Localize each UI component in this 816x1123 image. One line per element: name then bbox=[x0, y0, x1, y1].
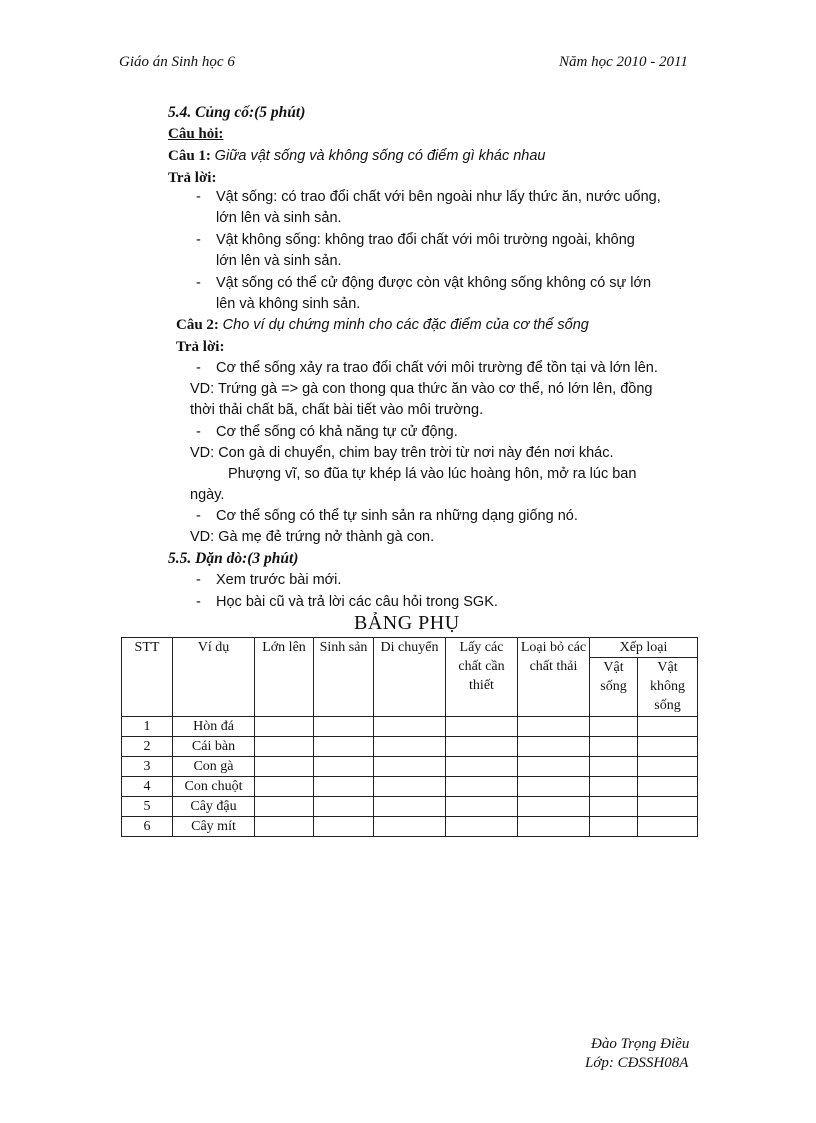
bullet-dash: - bbox=[196, 360, 201, 376]
row-stt: 6 bbox=[122, 817, 173, 837]
cau-hoi-label: Câu hỏi: bbox=[168, 126, 224, 142]
question-1-label: Câu 1: bbox=[168, 148, 211, 164]
header-xep-loai: Xếp loại bbox=[590, 638, 698, 658]
row-stt: 5 bbox=[122, 797, 173, 817]
question-2-label: Câu 2: bbox=[176, 317, 219, 333]
bullet-dash: - bbox=[196, 424, 201, 440]
row-example: Cây đậu bbox=[173, 797, 255, 817]
row-stt: 3 bbox=[122, 757, 173, 777]
answer-2-example-2-line-2: Phượng vĩ, so đũa tự khép lá vào lúc hoàng hôn, mở ra lúc ban bbox=[228, 466, 637, 482]
header-di-chuyen: Di chuyển bbox=[374, 638, 446, 717]
answer-2-point-2: Cơ thể sống có khả năng tự cử động. bbox=[216, 424, 458, 440]
row-example: Cái bàn bbox=[173, 737, 255, 757]
answer-2-point-1: Cơ thể sống xảy ra trao đổi chất với môi trường để tồn tại và lớn lên. bbox=[216, 360, 658, 376]
row-example: Hòn đá bbox=[173, 717, 255, 737]
header-loai-bo: Loại bỏ các chất thải bbox=[518, 638, 590, 717]
answer-2-example-3: VD: Gà mẹ đẻ trứng nở thành gà con. bbox=[190, 529, 435, 545]
header-lay-chat: Lấy các chất cần thiết bbox=[446, 638, 518, 717]
answer-2-point-3: Cơ thể sống có thể tự sinh sản ra những dạng giống nó. bbox=[216, 508, 578, 524]
homework-item-2: Học bài cũ và trả lời các câu hỏi trong SGK. bbox=[216, 594, 498, 610]
question-2-text: Cho ví dụ chứng minh cho các đặc điểm của cơ thể sống bbox=[222, 317, 589, 333]
header-vat-khong-song: Vật không sống bbox=[638, 658, 698, 717]
answer-2-example-1-line-2: thời thải chất bã, chất bài tiết vào môi trường. bbox=[190, 402, 484, 418]
header-left: Giáo án Sinh học 6 bbox=[119, 54, 235, 70]
homework-item-1: Xem trước bài mới. bbox=[216, 572, 342, 588]
bullet-dash: - bbox=[196, 232, 201, 248]
answer-1-label: Trả lời: bbox=[168, 170, 217, 186]
bullet-dash: - bbox=[196, 508, 201, 524]
answer-1-bullet-3-line-1: Vật sống có thể cử động được còn vật không sống không có sự lớn bbox=[216, 275, 652, 291]
header-vat-song: Vật sống bbox=[590, 658, 638, 717]
comparison-table bbox=[121, 637, 698, 837]
answer-2-label: Trả lời: bbox=[176, 339, 225, 355]
section-5-4-heading: 5.4. Củng cố:(5 phút) bbox=[168, 104, 306, 121]
row-example: Con gà bbox=[173, 757, 255, 777]
header-sinh-san: Sinh sản bbox=[314, 638, 374, 717]
question-2 bbox=[176, 317, 589, 334]
bullet-dash: - bbox=[196, 189, 201, 205]
answer-1-bullet-3-line-2: lên và không sinh sản. bbox=[216, 296, 361, 312]
answer-1-bullet-2-line-2: lớn lên và sinh sản. bbox=[216, 253, 342, 269]
row-example: Cây mít bbox=[173, 817, 255, 837]
bullet-dash: - bbox=[196, 572, 201, 588]
answer-1-bullet-2-line-1: Vật không sống: không trao đổi chất với môi trường ngoài, không bbox=[216, 232, 635, 248]
question-1-text: Giữa vật sống và không sống có điểm gì khác nhau bbox=[214, 148, 546, 164]
table-title: BẢNG PHỤ bbox=[354, 612, 460, 634]
answer-1-bullet-1-line-2: lớn lên và sinh sản. bbox=[216, 210, 342, 226]
question-1 bbox=[168, 148, 545, 165]
row-stt: 2 bbox=[122, 737, 173, 757]
answer-2-example-1-line-1: VD: Trứng gà => gà con thong qua thức ăn vào cơ thể, nó lớn lên, đồng bbox=[190, 381, 653, 397]
row-example: Con chuột bbox=[173, 777, 255, 797]
answer-1-bullet-1-line-1: Vật sống: có trao đổi chất với bên ngoài như lấy thức ăn, nước uống, bbox=[216, 189, 661, 205]
bullet-dash: - bbox=[196, 594, 201, 610]
bullet-dash: - bbox=[196, 275, 201, 291]
section-5-5-heading: 5.5. Dặn dò:(3 phút) bbox=[168, 550, 299, 567]
header-right: Năm học 2010 - 2011 bbox=[559, 54, 688, 70]
author-name: Đào Trọng Điều bbox=[591, 1036, 690, 1052]
header-stt: STT bbox=[122, 638, 173, 717]
row-stt: 4 bbox=[122, 777, 173, 797]
row-stt: 1 bbox=[122, 717, 173, 737]
header-lon-len: Lớn lên bbox=[255, 638, 314, 717]
answer-2-example-2-line-1: VD: Con gà di chuyển, chim bay trên trời từ nơi này đén nơi khác. bbox=[190, 445, 614, 461]
author-class: Lớp: CĐSSH08A bbox=[585, 1055, 689, 1071]
header-vi-du: Ví dụ bbox=[173, 638, 255, 717]
answer-2-example-2-line-3: ngày. bbox=[190, 487, 225, 503]
